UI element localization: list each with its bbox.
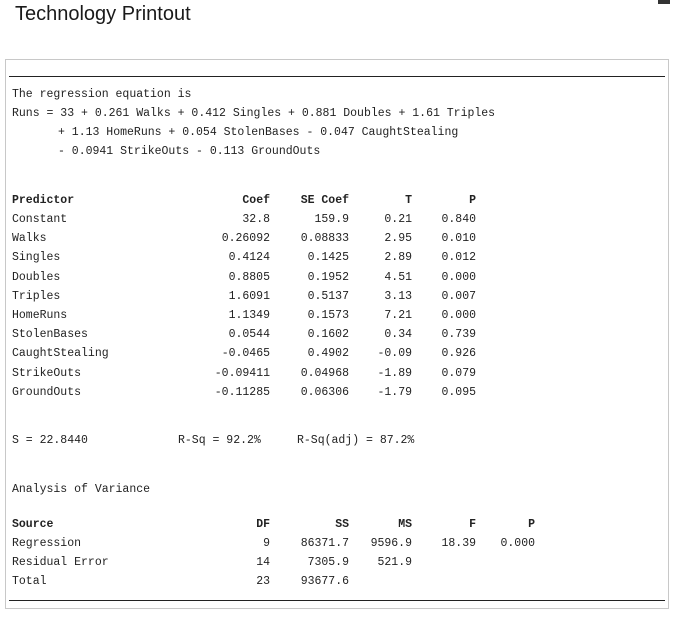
anova-cell: 18.39 — [441, 537, 476, 550]
corner-mark — [658, 0, 670, 4]
anova-cell: 7305.9 — [307, 556, 349, 569]
bottom-rule — [9, 600, 665, 601]
predictor-cell: Triples — [12, 289, 61, 303]
predictor-header-cell: Coef — [242, 194, 270, 207]
predictor-cell: 0.04968 — [300, 366, 349, 380]
predictor-cell: 0.4124 — [228, 251, 270, 265]
predictor-cell: 0.1425 — [307, 251, 349, 265]
predictor-cell: 0.0544 — [228, 328, 270, 342]
fit-rsq: R-Sq = 92.2% — [178, 434, 261, 447]
equation-intro: The regression equation is — [12, 88, 192, 101]
predictor-cell: 0.4902 — [307, 347, 349, 361]
predictor-cell: -1.79 — [377, 385, 412, 399]
anova-header-cell: F — [469, 518, 476, 531]
predictor-cell: 2.89 — [384, 251, 412, 265]
predictor-cell: 0.007 — [441, 289, 476, 303]
predictor-cell: -0.0465 — [221, 347, 270, 361]
predictor-cell: 0.34 — [384, 328, 412, 342]
predictor-cell: 0.095 — [441, 385, 476, 399]
anova-cell: 93677.6 — [300, 575, 349, 588]
predictor-cell: -0.09 — [377, 347, 412, 361]
anova-header-cell: P — [528, 518, 535, 531]
anova-title: Analysis of Variance — [12, 483, 151, 496]
anova-cell: 0.000 — [500, 537, 535, 550]
predictor-cell: 0.06306 — [300, 385, 349, 399]
anova-cell: 9596.9 — [370, 537, 412, 550]
predictor-header-cell: T — [405, 194, 412, 207]
anova-cell: 23 — [256, 575, 270, 588]
predictor-cell: StolenBases — [12, 328, 88, 342]
predictor-cell: 1.6091 — [228, 289, 270, 303]
predictor-cell: 0.739 — [441, 328, 476, 342]
page-title: Technology Printout — [15, 3, 191, 25]
predictor-cell: StrikeOuts — [12, 366, 82, 380]
equation-line-2: + 1.13 HomeRuns + 0.054 StolenBases - 0.047 CaughtStealing — [58, 126, 459, 139]
predictor-cell: Doubles — [12, 270, 61, 284]
predictor-cell: 0.079 — [441, 366, 476, 380]
anova-cell: 86371.7 — [300, 537, 349, 550]
predictor-cell: -0.09411 — [214, 366, 270, 380]
predictor-cell: 2.95 — [384, 232, 412, 246]
anova-header-cell: Source — [12, 518, 54, 531]
predictor-cell: 0.000 — [441, 270, 476, 284]
predictor-cell: 0.1573 — [307, 309, 349, 322]
predictor-cell: 0.1602 — [307, 328, 349, 342]
anova-header-cell: DF — [256, 518, 270, 531]
anova-header-cell: MS — [398, 518, 412, 531]
predictor-cell: 0.000 — [441, 309, 476, 322]
anova-cell: 14 — [256, 556, 270, 569]
predictor-cell: 0.5137 — [307, 289, 349, 303]
predictor-cell: 0.26092 — [221, 232, 270, 246]
predictor-cell: 32.8 — [242, 213, 270, 226]
predictor-cell: 4.51 — [384, 270, 412, 284]
predictor-cell: 0.21 — [384, 213, 412, 226]
predictor-cell: 0.010 — [441, 232, 476, 246]
anova-cell: Total — [12, 575, 47, 588]
predictor-cell: -0.11285 — [214, 385, 270, 399]
predictor-cell: Walks — [12, 232, 47, 246]
anova-cell: 9 — [263, 537, 270, 550]
fit-rsq-adj: R-Sq(adj) = 87.2% — [297, 434, 415, 447]
predictor-cell: 0.8805 — [228, 270, 270, 284]
top-rule — [9, 76, 665, 77]
predictor-cell: 0.926 — [441, 347, 476, 361]
predictor-cell: 7.21 — [384, 309, 412, 322]
equation-line-1: Runs = 33 + 0.261 Walks + 0.412 Singles + 0.881 Doubles + 1.61 Triples — [12, 107, 496, 120]
predictor-cell: 0.1952 — [307, 270, 349, 284]
equation-line-3: - 0.0941 StrikeOuts - 0.113 GroundOuts — [58, 145, 321, 158]
predictor-cell: 0.012 — [441, 251, 476, 265]
predictor-cell: 3.13 — [384, 289, 412, 303]
anova-header-cell: SS — [335, 518, 349, 531]
predictor-cell: GroundOuts — [12, 385, 82, 399]
predictor-cell: 0.08833 — [300, 232, 349, 246]
predictor-cell: CaughtStealing — [12, 347, 109, 361]
predictor-header-cell: SE Coef — [300, 194, 349, 207]
anova-cell: Regression — [12, 537, 82, 550]
anova-cell: Residual Error — [12, 556, 109, 569]
predictor-cell: Constant — [12, 213, 68, 226]
predictor-cell: -1.89 — [377, 366, 412, 380]
predictor-cell: 0.840 — [441, 213, 476, 226]
predictor-cell: 1.1349 — [228, 309, 270, 322]
predictor-header-cell: Predictor — [12, 194, 75, 207]
fit-s: S = 22.8440 — [12, 434, 88, 447]
predictor-cell: Singles — [12, 251, 61, 265]
anova-cell: 521.9 — [377, 556, 412, 569]
predictor-cell: HomeRuns — [12, 309, 68, 322]
predictor-header-cell: P — [469, 194, 476, 207]
predictor-cell: 159.9 — [314, 213, 349, 226]
